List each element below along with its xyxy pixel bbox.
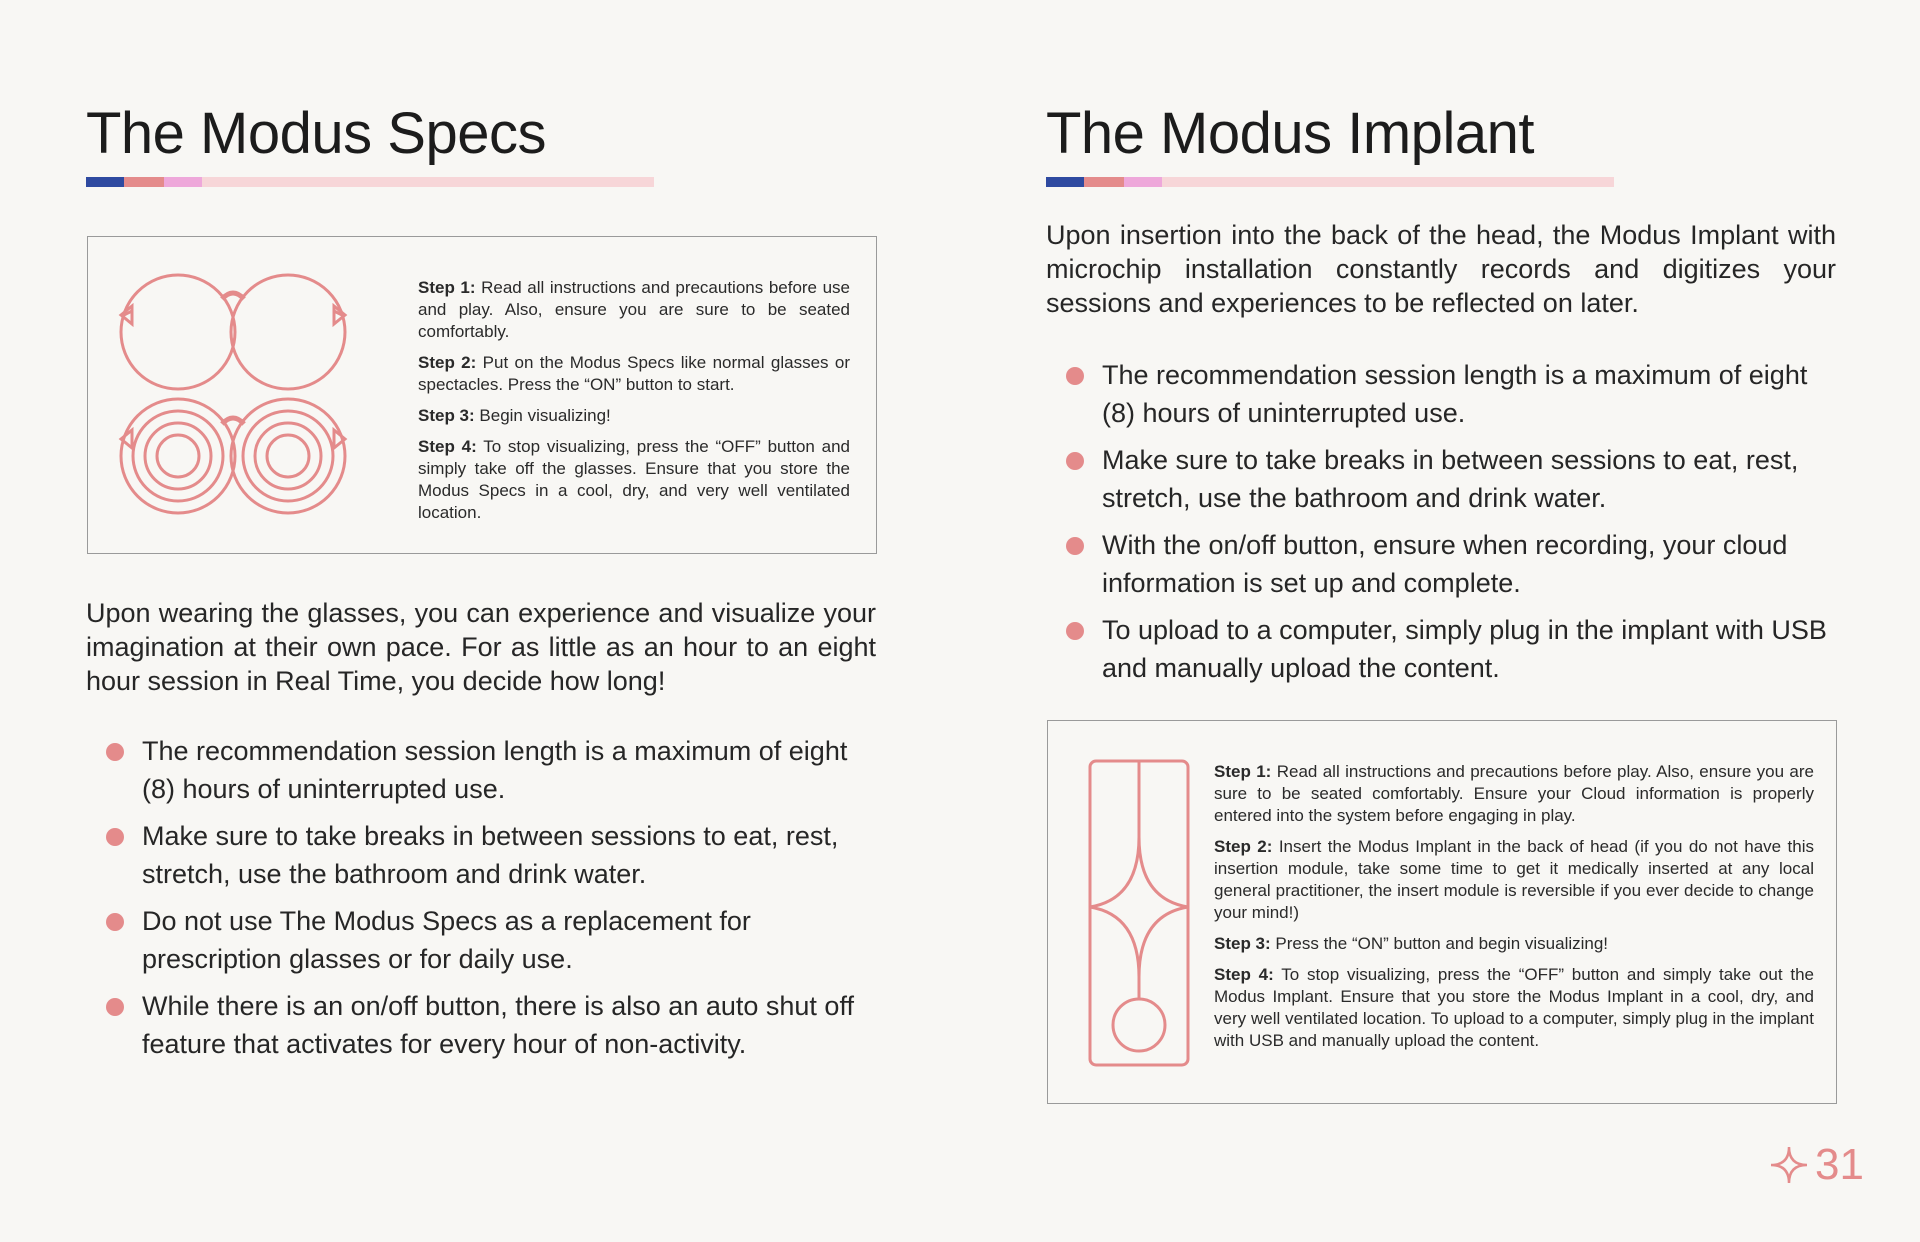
left-title: The Modus Specs <box>86 101 546 166</box>
list-item: The recommendation session length is a maximum of eight (8) hours of uninterrupted use. <box>1046 356 1836 432</box>
page-number <box>1769 1140 1864 1190</box>
list-item: The recommendation session length is a maximum of eight (8) hours of uninterrupted use. <box>86 732 876 808</box>
implant-instructions-box <box>1047 720 1837 1104</box>
specs-steps <box>418 277 850 533</box>
specs-bullets <box>86 732 876 1072</box>
specs-step-2: Step 2: Put on the Modus Specs like normal glasses or spectacles. Press the “ON” button to start. <box>418 353 850 394</box>
implant-step-1: Step 1: Read all instructions and precautions before play. Also, ensure you are sure to be seated comfortably. Ensure your Cloud information is properly entered into the system before engaging in play. <box>1214 762 1815 825</box>
specs-step-3: Step 3: Begin visualizing! <box>418 406 611 425</box>
glasses-icon <box>118 269 348 521</box>
list-item: With the on/off button, ensure when recording, your cloud information is set up and complete. <box>1046 526 1836 602</box>
list-item: Make sure to take breaks in between sessions to eat, rest, stretch, use the bathroom and drink water. <box>1046 441 1836 517</box>
page-number-text: 31 <box>1815 1140 1864 1189</box>
list-item: While there is an on/off button, there is also an auto shut off feature that activates for every hour of non-activity. <box>86 987 876 1063</box>
specs-step-1: Step 1: Read all instructions and precautions before use and play. Also, ensure you are sure to be seated comfortably. <box>418 278 850 341</box>
specs-step-4: Step 4: To stop visualizing, press the “OFF” button and simply take off the glasses. Ensure that you store the Modus Specs in a cool, dry, and very well ventilated location. <box>418 437 850 522</box>
left-title-rule <box>86 177 654 187</box>
specs-intro: Upon wearing the glasses, you can experience and visualize your imagination at their own pace. For as little as an hour to an eight hour session in Real Time, you decide how long! <box>86 598 876 696</box>
spiral-glasses-icon <box>121 399 345 513</box>
implant-step-3: Step 3: Press the “ON” button and begin visualizing! <box>1214 934 1609 953</box>
implant-step-4: Step 4: To stop visualizing, press the “OFF” button and simply take out the Modus Implant. Ensure that you store the Modus Implant in a cool, dry, and very well ventilated location. To upload to a computer, simply plug in the implant with USB and manually upload the content. <box>1214 965 1814 1050</box>
sparkle-icon <box>1769 1145 1809 1185</box>
implant-step-2: Step 2: Insert the Modus Implant in the back of head (if you do not have this insertion module, take some time to get it medically inserted at any local general practitioner, the insert module is reversible if you ever decide to change your mind!) <box>1214 837 1814 922</box>
implant-steps <box>1214 761 1814 1061</box>
implant-icon <box>1086 757 1192 1069</box>
list-item: Make sure to take breaks in between sessions to eat, rest, stretch, use the bathroom and drink water. <box>86 817 876 893</box>
implant-bullets <box>1046 356 1836 696</box>
list-item: To upload to a computer, simply plug in the implant with USB and manually upload the content. <box>1046 611 1836 687</box>
implant-intro: Upon insertion into the back of the head, the Modus Implant with microchip installation constantly records and digitizes your sessions and experiences to be reflected on later. <box>1046 220 1836 318</box>
right-title-rule <box>1046 177 1614 187</box>
list-item: Do not use The Modus Specs as a replacement for prescription glasses or for daily use. <box>86 902 876 978</box>
right-title: The Modus Implant <box>1046 101 1534 166</box>
specs-instructions-box <box>87 236 877 554</box>
